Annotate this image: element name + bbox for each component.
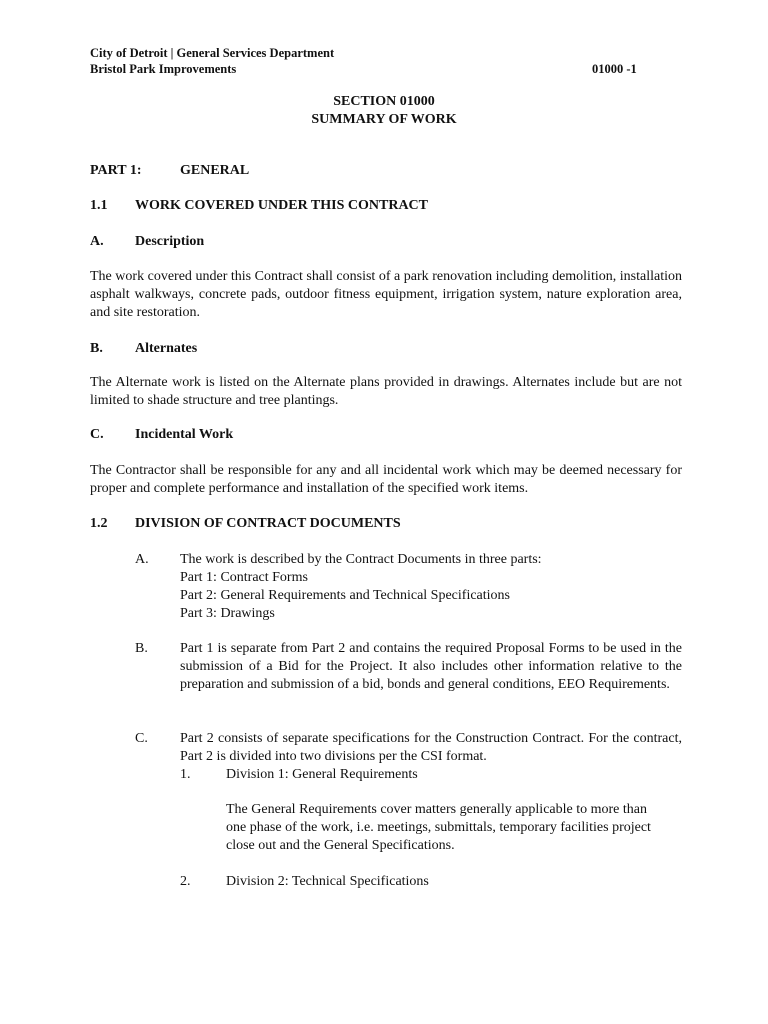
section-number: SECTION 01000	[333, 94, 435, 109]
part-label: PART 1:	[90, 163, 142, 178]
header-page-number: 01000 -1	[592, 62, 637, 76]
article-heading-1-1: WORK COVERED UNDER THIS CONTRACT	[135, 198, 429, 213]
header-org: City of Detroit | General Services Department	[90, 46, 335, 60]
part-name: GENERAL	[180, 163, 250, 178]
subsection-heading-alternates: Alternates	[135, 341, 198, 356]
item-c-paragraph: Part 2 consists of separate specifications for the Construction Contract. For the contract, Part 2 is divided into two divisions per the CSI format.	[180, 731, 682, 764]
item-letter-c: C.	[135, 731, 148, 746]
division-number-2: 2.	[180, 874, 191, 889]
article-number-1-2: 1.2	[90, 516, 108, 531]
subsection-heading-incidental-work: Incidental Work	[135, 427, 234, 442]
division-1-paragraph: The General Requirements cover matters generally applicable to more than one phase of the work, i.e. meetings, submittals, temporary facilities project close out and the General Specifications.	[226, 802, 651, 853]
division-number-1: 1.	[180, 767, 191, 782]
item-letter-a: A.	[135, 552, 149, 567]
article-heading-1-2: DIVISION OF CONTRACT DOCUMENTS	[135, 516, 401, 531]
division-1-label: Division 1: General Requirements	[226, 767, 418, 782]
subsection-letter-c: C.	[90, 427, 104, 442]
article-number-1-1: 1.1	[90, 198, 108, 213]
section-title: SUMMARY OF WORK	[311, 112, 457, 127]
incidental-work-paragraph: The Contractor shall be responsible for any and all incidental work which may be deemed necessary for proper and complete performance and installation of the specified work items.	[90, 463, 682, 496]
subsection-heading-description: Description	[135, 234, 205, 249]
item-a-text: The work is described by the Contract Documents in three parts:	[180, 552, 542, 567]
part-list-item: Part 3: Drawings	[180, 606, 275, 621]
item-b-paragraph: Part 1 is separate from Part 2 and contains the required Proposal Forms to be used in the submission of a Bid for the Project. It also includes other information relative to the preparation and submission of a bid, bonds and general conditions, EEO Requirements.	[180, 641, 682, 692]
header-project: Bristol Park Improvements	[90, 62, 237, 76]
description-paragraph: The work covered under this Contract shall consist of a park renovation including demolition, installation asphalt walkways, concrete pads, outdoor fitness equipment, irrigation system, nature exploration area, and site restoration.	[90, 269, 682, 320]
subsection-letter-a: A.	[90, 234, 104, 249]
division-2-label: Division 2: Technical Specifications	[226, 874, 429, 889]
subsection-letter-b: B.	[90, 341, 103, 356]
alternates-paragraph: The Alternate work is listed on the Alternate plans provided in drawings. Alternates include but are not limited to shade structure and tree plantings.	[90, 375, 682, 408]
part-list-item: Part 1: Contract Forms	[180, 570, 308, 585]
item-letter-b: B.	[135, 641, 148, 656]
part-list-item: Part 2: General Requirements and Technical Specifications	[180, 588, 510, 603]
